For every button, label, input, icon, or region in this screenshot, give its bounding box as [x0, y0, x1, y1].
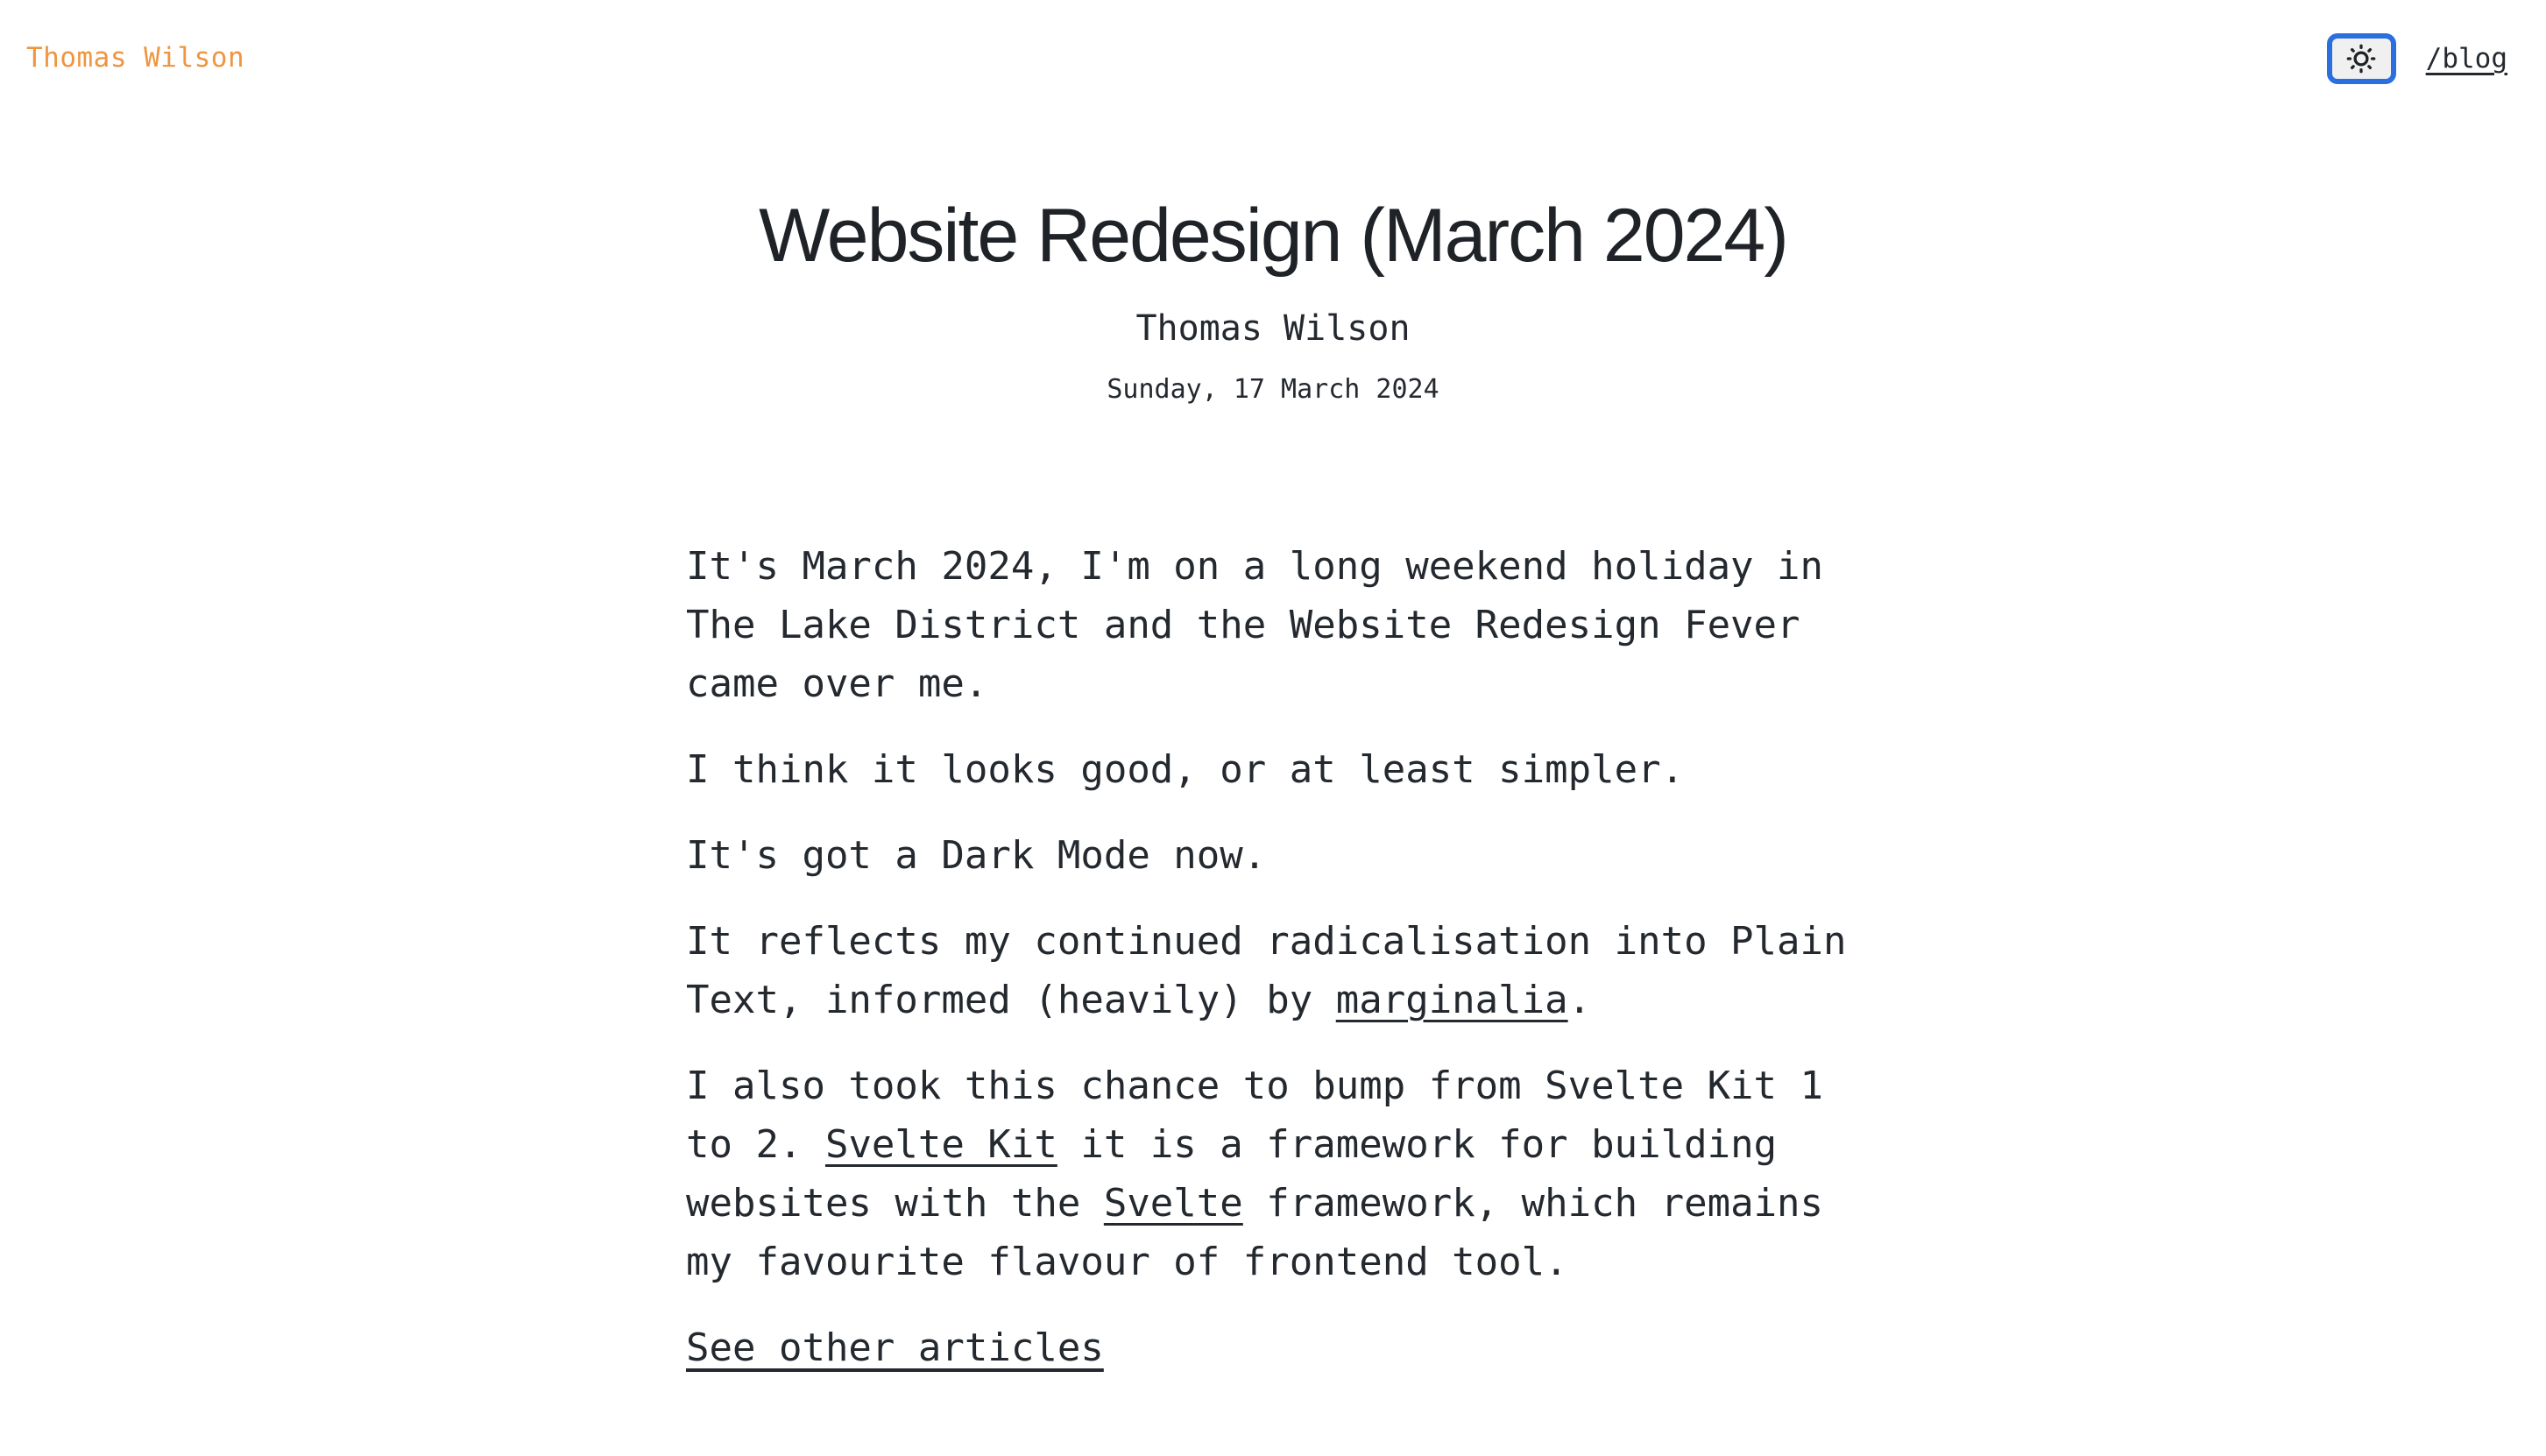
paragraph — [686, 1057, 1860, 1291]
article-title: Website Redesign (March 2024) — [759, 194, 1787, 278]
theme-toggle-button[interactable] — [2327, 33, 2396, 84]
article-main — [686, 193, 1860, 1377]
inline-link-svelte-kit[interactable]: Svelte Kit — [824, 1121, 1057, 1167]
article-date: Sunday, 17 March 2024 — [1107, 373, 1439, 405]
blog-nav-link[interactable]: /blog — [2425, 43, 2507, 74]
paragraph-text: I also took this chance to bump from Svelte Kit 1 to 2. — [686, 1063, 1824, 1167]
paragraph-text: . — [1567, 977, 1592, 1022]
article-body — [686, 537, 1860, 1377]
site-header — [0, 0, 2546, 84]
paragraph-text: I think it looks good, or at least simpler. — [686, 746, 1685, 792]
paragraph-text: it is a framework for building websites with the — [686, 1121, 1778, 1226]
inline-link-svelte[interactable]: Svelte — [1103, 1180, 1243, 1226]
paragraph — [686, 537, 1860, 713]
inline-link-marginalia[interactable]: marginalia — [1335, 977, 1568, 1022]
header-actions — [2327, 33, 2507, 84]
sun-icon — [2345, 43, 2377, 74]
paragraph — [686, 740, 1860, 799]
paragraph-text: framework, which remains my favourite flavour of frontend tool. — [686, 1180, 1824, 1284]
site-logo-link[interactable]: Thomas Wilson — [26, 42, 245, 74]
paragraph — [686, 912, 1860, 1029]
article-author: Thomas Wilson — [1135, 307, 1411, 349]
paragraph-text: It reflects my continued radicalisation into Plain Text, informed (heavily) by — [686, 918, 1847, 1022]
paragraph — [686, 826, 1860, 885]
paragraph-text: It's March 2024, I'm on a long weekend holiday in The Lake District and the Website Redesign Fever came over me. — [686, 543, 1824, 706]
see-other-articles-link[interactable]: See other articles — [686, 1325, 1104, 1370]
paragraph — [686, 1318, 1860, 1377]
paragraph-text: It's got a Dark Mode now. — [686, 832, 1267, 878]
